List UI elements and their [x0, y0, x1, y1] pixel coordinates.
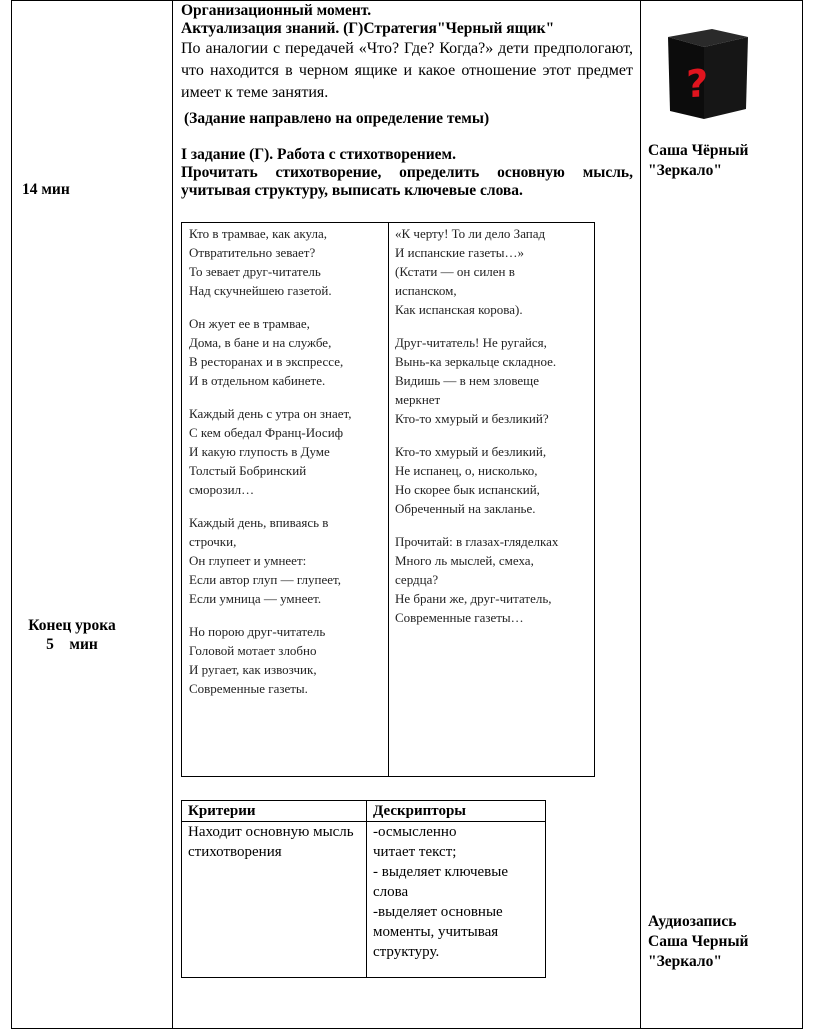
poem-line: Он глупеет и умнеет: [189, 553, 307, 568]
audio-label: Аудиозапись [648, 913, 737, 930]
poem-line: Но скорее бык испанский, [395, 482, 540, 497]
poem-left-column [189, 224, 385, 712]
poem-line: сердца? [395, 572, 439, 587]
descriptor-line: структуру. [373, 944, 440, 960]
note: (Задание направлено на определение темы) [184, 110, 490, 127]
poem-title: "Зеркало" [648, 162, 722, 179]
descriptors-cell [367, 822, 546, 978]
descriptors-header: Дескрипторы [367, 801, 546, 822]
poem-line: В ресторанах и в экспрессе, [189, 354, 344, 369]
poem-line: Но порою друг-читатель [189, 624, 326, 639]
poem-line: Обреченный на закланье. [395, 501, 536, 516]
descriptor-line: слова [373, 884, 409, 900]
poem-line: Прочитай: в глазах-гляделках [395, 534, 559, 549]
poem-line: Современные газеты… [395, 610, 524, 625]
poem-line: Головой мотает злобно [189, 643, 317, 658]
poem-stanza [189, 622, 385, 698]
time-label: 14 мин [22, 181, 70, 198]
descriptor-line: моменты, учитывая [373, 924, 499, 940]
poem-line: Толстый Бобринский [189, 463, 307, 478]
poem-line: Если умница — умнеет. [189, 591, 322, 606]
author-name: Саша Чёрный [648, 142, 749, 159]
poem-line: Если автор глуп — глупеет, [189, 572, 341, 587]
task-title: I задание (Г). Работа с стихотворением. [181, 146, 456, 163]
audio-author: Саша Черный [648, 933, 749, 950]
lesson-content [181, 2, 633, 200]
poem-stanza [189, 224, 385, 300]
question-mark: ? [686, 60, 709, 107]
poem-line: Кто-то хмурый и безликий, [395, 444, 547, 459]
poem-line: Кто-то хмурый и безликий? [395, 411, 549, 426]
descriptor-line: читает текст; [373, 844, 457, 860]
poem-line: Много ль мыслей, смеха, [395, 553, 534, 568]
poem-line: То зевает друг-читатель [189, 264, 321, 279]
poem-line: С кем обедал Франц-Иосиф [189, 425, 344, 440]
poem-line: Над скучнейшею газетой. [189, 283, 332, 298]
descriptor-line: - выделяет ключевые [373, 864, 508, 880]
poem-line: И испанские газеты…» [395, 245, 525, 260]
poem-line: Он жует ее в трамвае, [189, 316, 310, 331]
black-box-question-icon [664, 27, 750, 119]
poem-right-column [395, 224, 591, 641]
poem-line: меркнет [395, 392, 441, 407]
poem-stanza [189, 314, 385, 390]
descriptor-line: -выделяет основные [373, 904, 503, 920]
poem-line: Друг-читатель! Не ругайся, [395, 335, 547, 350]
author-block-1 [648, 141, 749, 181]
poem-line: И какую глупость в Думе [189, 444, 330, 459]
strategy-paragraph: По аналогии с передачей «Что? Где? Когда?» дети предпологают, что находится в черном ящике и какое отношение этот предмет имеет к теме занятия. [181, 40, 633, 101]
heading-org: Организационный момент. [181, 2, 372, 19]
column-divider-2 [640, 0, 641, 1029]
poem-line: И в отдельном кабинете. [189, 373, 326, 388]
poem-stanza [395, 442, 591, 518]
poem-line: строчки, [189, 534, 237, 549]
descriptor-line: -осмысленно [373, 824, 457, 840]
poem-line: «К черту! То ли дело Запад [395, 226, 546, 241]
poem-line: Не брани же, друг-читатель, [395, 591, 552, 606]
poem-divider [388, 223, 389, 776]
poem-line: (Кстати — он силен в [395, 264, 515, 279]
poem-line: Вынь-ка зеркальце складное. [395, 354, 557, 369]
poem-line: И ругает, как извозчик, [189, 662, 317, 677]
audio-title: "Зеркало" [648, 953, 722, 970]
criteria-header: Критерии [182, 801, 367, 822]
end-time: 5 мин [46, 636, 98, 653]
poem-line: Каждый день с утра он знает, [189, 406, 352, 421]
criteria-table [181, 800, 546, 978]
task-text: Прочитать стихотворение, определить основную мысль, учитывая структуру, выписать ключевые слова. [181, 164, 633, 199]
poem-line: испанском, [395, 283, 457, 298]
column-divider-1 [172, 0, 173, 1029]
poem-line: Каждый день, впиваясь в [189, 515, 329, 530]
end-of-lesson [22, 616, 122, 654]
poem-stanza [189, 404, 385, 499]
poem-stanza [189, 513, 385, 608]
poem-line: Дома, в бане и на службе, [189, 335, 332, 350]
poem-box [181, 222, 595, 777]
heading-strategy: Актуализация знаний. (Г)Стратегия"Черный ящик" [181, 20, 555, 37]
poem-stanza [395, 224, 591, 319]
poem-stanza [395, 532, 591, 627]
poem-line: Кто в трамвае, как акула, [189, 226, 327, 241]
poem-line: Современные газеты. [189, 681, 308, 696]
poem-stanza [395, 333, 591, 428]
poem-line: Не испанец, о, нисколько, [395, 463, 538, 478]
criterion-cell: Находит основную мысль стихотворения [182, 822, 367, 978]
poem-line: Как испанская корова). [395, 302, 523, 317]
end-label: Конец урока [28, 617, 116, 634]
poem-line: Отвратительно зевает? [189, 245, 316, 260]
audio-block [648, 912, 749, 972]
poem-line: сморозил… [189, 482, 255, 497]
poem-line: Видишь — в нем зловеще [395, 373, 539, 388]
